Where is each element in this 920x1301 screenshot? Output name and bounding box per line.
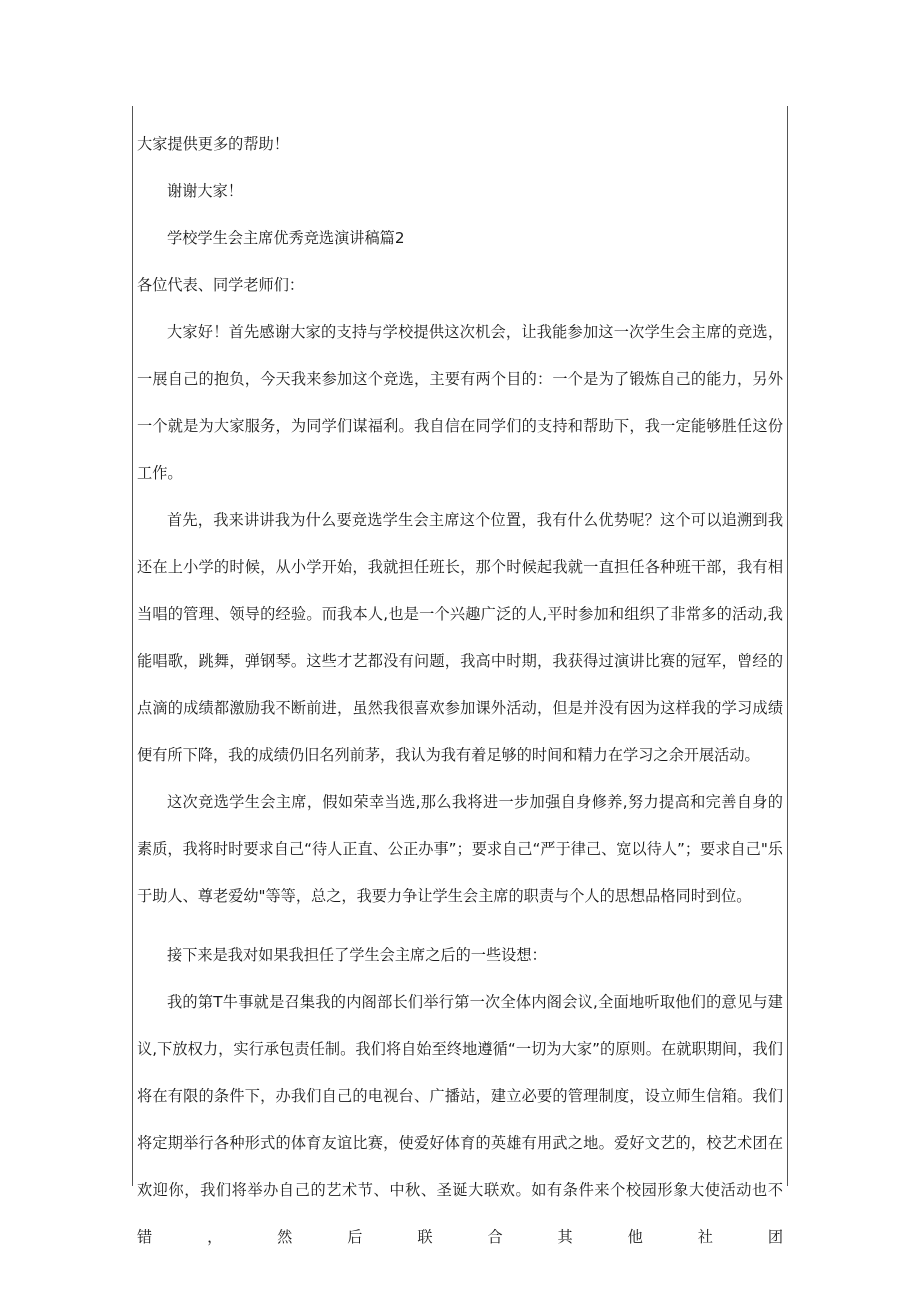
paragraph-thanks: 谢谢大家！ bbox=[167, 182, 243, 200]
paragraph-plans: 我的第T牛事就是召集我的内阁部长们举行第一次全体内阁会议,全面地听取他们的意见与建议,下放权力，实行承包责任制。我们将自始至终地遵循“一切为大家”的原则。在就职期间，我们将在有限的条件下，办我们自己的电视台、广播站，建立必要的管理制度，设立师生信箱。我们将定期举行各种形式的体育友谊比赛，使爱好体育的英雄有用武之地。爱好文艺的，校艺术团在欢迎你，我们将举办自己的艺术节、中秋、圣诞大联欢。如有条件来个校园形象大使活动也不错，然后联合其他社团 bbox=[137, 993, 783, 1246]
paragraph-spacer bbox=[137, 920, 783, 932]
left-border-line bbox=[132, 106, 133, 1186]
paragraph-opening: 大家好！首先感谢大家的支持与学校提供这次机会，让我能参加这一次学生会主席的竞选，一展自己的抱负，今天我来参加这个竞选，主要有两个目的：一个是为了锻炼自己的能力，另外一个就是为大家服务，为同学们谋福利。我自信在同学们的支持和帮助下，我一定能够胜任这份工作。 bbox=[137, 323, 783, 482]
section-heading: 学校学生会主席优秀竞选演讲稿篇2 bbox=[167, 229, 405, 247]
paragraph-plans-intro: 接下来是我对如果我担任了学生会主席之后的一些设想： bbox=[167, 946, 547, 964]
paragraph-commitment: 这次竞选学生会主席，假如荣幸当选,那么我将进一步加强自身修养,努力提高和完善自身的素质，我将时时要求自己“待人正直、公正办事”；要求自己“严于律己、宽以待人”；要求自己"乐于助人、尊老爱幼"等等，总之，我要力争让学生会主席的职责与个人的思想品格同时到位。 bbox=[137, 793, 783, 905]
document-body bbox=[137, 121, 783, 1261]
paragraph-advantages: 首先，我来讲讲我为什么要竞选学生会主席这个位置，我有什么优势呢？这个可以追溯到我还在上小学的时候，从小学开始，我就担任班长，那个时候起我就一直担任各种班干部，我有相当唱的管理、领导的经验。而我本人,也是一个兴趣广泛的人,平时参加和组织了非常多的活动,我能唱歌，跳舞，弹钢琴。这些才艺都没有问题，我高中时期，我获得过演讲比赛的冠军，曾经的点滴的成绩都激励我不断前进，虽然我很喜欢参加课外活动，但是并没有因为这样我的学习成绩便有所下降，我的成绩仍旧名列前茅，我认为我有着足够的时间和精力在学习之余开展活动。 bbox=[137, 511, 783, 764]
salutation: 各位代表、同学老师们： bbox=[137, 276, 305, 294]
right-border-line bbox=[787, 106, 788, 1186]
paragraph-continuation: 大家提供更多的帮助！ bbox=[137, 135, 289, 153]
